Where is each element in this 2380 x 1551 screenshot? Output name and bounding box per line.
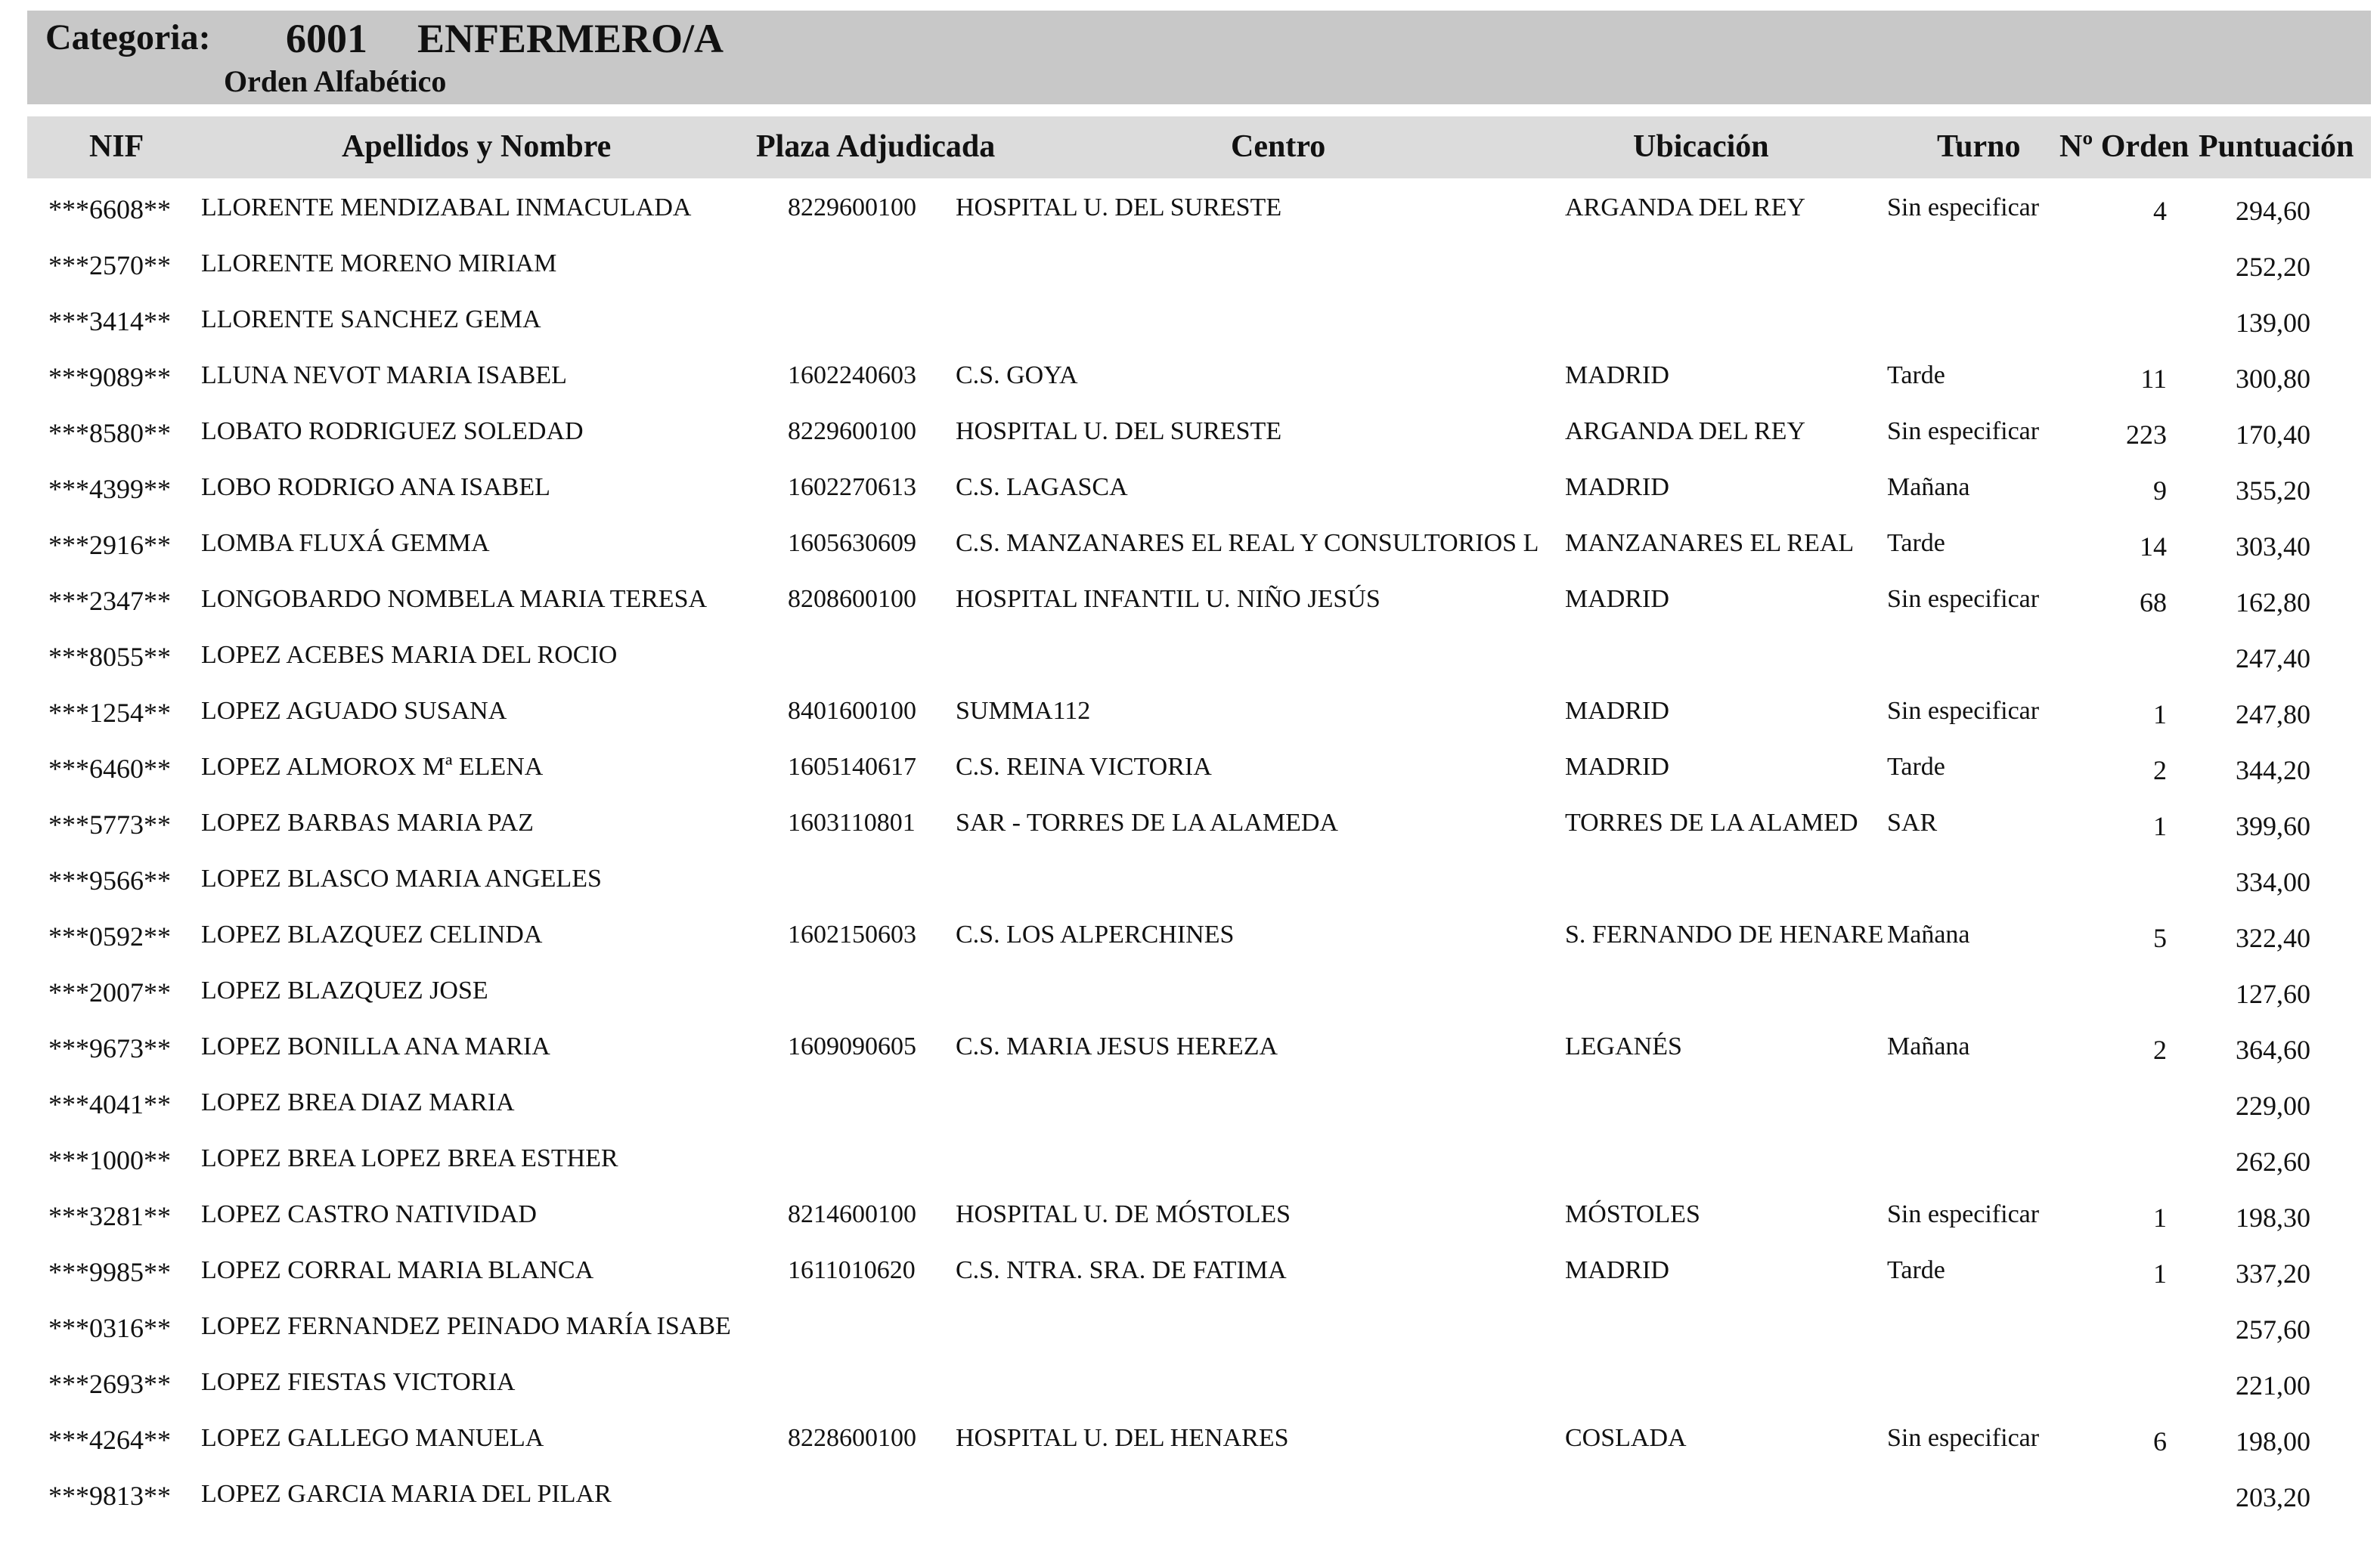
table-row: [0, 1081, 2380, 1137]
puntuacion-cell: 203,20: [2236, 1482, 2310, 1512]
puntuacion-cell: 139,00: [2236, 308, 2310, 338]
puntuacion-cell: 247,80: [2236, 699, 2310, 729]
centro-cell: C.S. REINA VICTORIA: [956, 753, 1212, 781]
plaza-cell: 1602240603: [788, 361, 916, 389]
nif-cell: ***9673**: [48, 1033, 171, 1063]
table-row: [0, 913, 2380, 969]
table-row: [0, 577, 2380, 633]
nif-cell: ***9813**: [48, 1481, 171, 1511]
name-cell: LOPEZ BLASCO MARIA ANGELES: [201, 865, 602, 893]
header-orden: Nº Orden: [2059, 129, 2189, 164]
name-cell: LOPEZ GALLEGO MANUELA: [201, 1424, 544, 1452]
plaza-cell: 1602150603: [788, 921, 916, 949]
table-row: [0, 1472, 2380, 1528]
name-cell: LOPEZ AGUADO SUSANA: [201, 697, 507, 725]
nif-cell: ***3414**: [48, 306, 171, 336]
puntuacion-cell: 262,60: [2236, 1147, 2310, 1177]
turno-cell: Tarde: [1887, 529, 1945, 557]
ubicacion-cell: MADRID: [1565, 753, 1669, 781]
name-cell: LOPEZ BARBAS MARIA PAZ: [201, 809, 534, 837]
puntuacion-cell: 294,60: [2236, 196, 2310, 226]
table-header: [27, 116, 2371, 178]
centro-cell: SAR - TORRES DE LA ALAMEDA: [956, 809, 1338, 837]
category-label: Categoria:: [45, 17, 211, 57]
orden-cell: 1: [2153, 1258, 2167, 1289]
centro-cell: C.S. GOYA: [956, 361, 1078, 389]
ubicacion-cell: ARGANDA DEL REY: [1565, 417, 1805, 445]
puntuacion-cell: 198,30: [2236, 1203, 2310, 1233]
name-cell: LOPEZ FERNANDEZ PEINADO MARÍA ISABE: [201, 1312, 731, 1340]
name-cell: LOBATO RODRIGUEZ SOLEDAD: [201, 417, 584, 445]
ubicacion-cell: MADRID: [1565, 473, 1669, 501]
nif-cell: ***2916**: [48, 530, 171, 560]
table-row: [0, 1193, 2380, 1249]
table-row: [0, 1249, 2380, 1305]
name-cell: LOPEZ FIESTAS VICTORIA: [201, 1368, 516, 1396]
nif-cell: ***9566**: [48, 865, 171, 896]
orden-cell: 68: [2140, 587, 2167, 618]
puntuacion-cell: 127,60: [2236, 979, 2310, 1009]
category-name: ENFERMERO/A: [417, 16, 724, 61]
table-row: [0, 410, 2380, 466]
orden-cell: 14: [2140, 531, 2167, 562]
centro-cell: HOSPITAL U. DE MÓSTOLES: [956, 1200, 1291, 1228]
plaza-cell: 8208600100: [788, 585, 916, 613]
turno-cell: Sin especificar: [1887, 417, 2040, 445]
puntuacion-cell: 198,00: [2236, 1426, 2310, 1457]
nif-cell: ***8055**: [48, 642, 171, 672]
puntuacion-cell: 170,40: [2236, 419, 2310, 450]
centro-cell: HOSPITAL U. DEL SURESTE: [956, 417, 1282, 445]
header-plaza: Plaza Adjudicada: [756, 129, 996, 164]
puntuacion-cell: 247,40: [2236, 643, 2310, 673]
plaza-cell: 8401600100: [788, 697, 916, 725]
nif-cell: ***1000**: [48, 1145, 171, 1175]
ubicacion-cell: MADRID: [1565, 361, 1669, 389]
nif-cell: ***5773**: [48, 810, 171, 840]
category-code: 6001: [286, 16, 367, 61]
plaza-cell: 1605630609: [788, 529, 916, 557]
table-row: [0, 354, 2380, 410]
orden-cell: 9: [2153, 475, 2167, 506]
name-cell: LOPEZ ACEBES MARIA DEL ROCIO: [201, 641, 618, 669]
centro-cell: HOSPITAL U. DEL HENARES: [956, 1424, 1289, 1452]
puntuacion-cell: 303,40: [2236, 531, 2310, 562]
ubicacion-cell: LEGANÉS: [1565, 1032, 1682, 1060]
centro-cell: HOSPITAL U. DEL SURESTE: [956, 193, 1282, 221]
turno-cell: Sin especificar: [1887, 697, 2040, 725]
table-row: [0, 1416, 2380, 1472]
centro-cell: C.S. LOS ALPERCHINES: [956, 921, 1235, 949]
name-cell: LOPEZ BREA LOPEZ BREA ESTHER: [201, 1144, 618, 1172]
centro-cell: HOSPITAL INFANTIL U. NIÑO JESÚS: [956, 585, 1381, 613]
table-row: [0, 1137, 2380, 1193]
header-ubicacion: Ubicación: [1633, 129, 1769, 164]
header-name: Apellidos y Nombre: [342, 129, 612, 164]
puntuacion-cell: 300,80: [2236, 364, 2310, 394]
ubicacion-cell: MANZANARES EL REAL: [1565, 529, 1855, 557]
plaza-cell: 1603110801: [788, 809, 916, 837]
name-cell: LLUNA NEVOT MARIA ISABEL: [201, 361, 567, 389]
orden-cell: 1: [2153, 699, 2167, 729]
name-cell: LOPEZ BLAZQUEZ JOSE: [201, 977, 488, 1005]
centro-cell: C.S. MARIA JESUS HEREZA: [956, 1032, 1278, 1060]
nif-cell: ***0316**: [48, 1313, 171, 1343]
ubicacion-cell: TORRES DE LA ALAMED: [1565, 809, 1858, 837]
centro-cell: C.S. NTRA. SRA. DE FATIMA: [956, 1256, 1287, 1284]
table-row: [0, 242, 2380, 298]
puntuacion-cell: 334,00: [2236, 867, 2310, 897]
turno-cell: Tarde: [1887, 1256, 1945, 1284]
table-row: [0, 969, 2380, 1025]
turno-cell: Sin especificar: [1887, 1200, 2040, 1228]
centro-cell: C.S. MANZANARES EL REAL Y CONSULTORIOS L: [956, 529, 1539, 557]
orden-cell: 223: [2126, 419, 2167, 450]
puntuacion-cell: 399,60: [2236, 811, 2310, 841]
header-puntuacion: Puntuación: [2199, 129, 2354, 164]
nif-cell: ***9089**: [48, 362, 171, 392]
turno-cell: Mañana: [1887, 1032, 1970, 1060]
plaza-cell: 1602270613: [788, 473, 916, 501]
nif-cell: ***4399**: [48, 474, 171, 504]
nif-cell: ***4264**: [48, 1425, 171, 1455]
nif-cell: ***2347**: [48, 586, 171, 616]
ubicacion-cell: MADRID: [1565, 1256, 1669, 1284]
nif-cell: ***0592**: [48, 921, 171, 952]
name-cell: LONGOBARDO NOMBELA MARIA TERESA: [201, 585, 708, 613]
name-cell: LOPEZ ALMOROX Mª ELENA: [201, 753, 544, 781]
table-row: [0, 298, 2380, 354]
nif-cell: ***4041**: [48, 1089, 171, 1119]
nif-cell: ***3281**: [48, 1201, 171, 1231]
plaza-cell: 1605140617: [788, 753, 916, 781]
table-row: [0, 745, 2380, 801]
orden-cell: 1: [2153, 1203, 2167, 1233]
orden-cell: 1: [2153, 811, 2167, 841]
table-row: [0, 1305, 2380, 1361]
nif-cell: ***2693**: [48, 1369, 171, 1399]
category-header: [27, 11, 2371, 104]
centro-cell: C.S. LAGASCA: [956, 473, 1128, 501]
puntuacion-cell: 221,00: [2236, 1370, 2310, 1401]
name-cell: LLORENTE SANCHEZ GEMA: [201, 305, 541, 333]
puntuacion-cell: 337,20: [2236, 1258, 2310, 1289]
name-cell: LOPEZ BLAZQUEZ CELINDA: [201, 921, 543, 949]
ubicacion-cell: ARGANDA DEL REY: [1565, 193, 1805, 221]
puntuacion-cell: 162,80: [2236, 587, 2310, 618]
nif-cell: ***6608**: [48, 194, 171, 224]
ubicacion-cell: MADRID: [1565, 585, 1669, 613]
table-row: [0, 857, 2380, 913]
table-row: [0, 689, 2380, 745]
plaza-cell: 8228600100: [788, 1424, 916, 1452]
puntuacion-cell: 229,00: [2236, 1091, 2310, 1121]
nif-cell: ***2007**: [48, 977, 171, 1008]
puntuacion-cell: 322,40: [2236, 923, 2310, 953]
puntuacion-cell: 252,20: [2236, 252, 2310, 282]
puntuacion-cell: 355,20: [2236, 475, 2310, 506]
table-row: [0, 522, 2380, 577]
name-cell: LOPEZ CASTRO NATIVIDAD: [201, 1200, 537, 1228]
name-cell: LOPEZ GARCIA MARIA DEL PILAR: [201, 1480, 612, 1508]
turno-cell: Tarde: [1887, 753, 1945, 781]
orden-cell: 2: [2153, 755, 2167, 785]
header-centro: Centro: [1231, 129, 1326, 164]
header-turno: Turno: [1937, 129, 2021, 164]
turno-cell: Mañana: [1887, 921, 1970, 949]
ubicacion-cell: MADRID: [1565, 697, 1669, 725]
plaza-cell: 1609090605: [788, 1032, 916, 1060]
name-cell: LOMBA FLUXÁ GEMMA: [201, 529, 490, 557]
ubicacion-cell: S. FERNANDO DE HENARE: [1565, 921, 1884, 949]
name-cell: LOPEZ CORRAL MARIA BLANCA: [201, 1256, 594, 1284]
header-nif: NIF: [89, 129, 144, 164]
name-cell: LOBO RODRIGO ANA ISABEL: [201, 473, 550, 501]
turno-cell: Sin especificar: [1887, 1424, 2040, 1452]
turno-cell: Tarde: [1887, 361, 1945, 389]
orden-cell: 6: [2153, 1426, 2167, 1457]
puntuacion-cell: 257,60: [2236, 1314, 2310, 1345]
name-cell: LLORENTE MORENO MIRIAM: [201, 249, 557, 277]
name-cell: LOPEZ BONILLA ANA MARIA: [201, 1032, 550, 1060]
centro-cell: SUMMA112: [956, 697, 1091, 725]
ubicacion-cell: COSLADA: [1565, 1424, 1687, 1452]
turno-cell: Sin especificar: [1887, 585, 2040, 613]
puntuacion-cell: 344,20: [2236, 755, 2310, 785]
table-row: [0, 1361, 2380, 1416]
turno-cell: SAR: [1887, 809, 1938, 837]
plaza-cell: 1611010620: [788, 1256, 916, 1284]
table-row: [0, 801, 2380, 857]
orden-cell: 11: [2140, 364, 2167, 394]
nif-cell: ***2570**: [48, 250, 171, 280]
ubicacion-cell: MÓSTOLES: [1565, 1200, 1700, 1228]
plaza-cell: 8229600100: [788, 417, 916, 445]
nif-cell: ***8580**: [48, 418, 171, 448]
nif-cell: ***9985**: [48, 1257, 171, 1287]
name-cell: LLORENTE MENDIZABAL INMACULADA: [201, 193, 692, 221]
table-row: [0, 186, 2380, 242]
name-cell: LOPEZ BREA DIAZ MARIA: [201, 1088, 515, 1116]
puntuacion-cell: 364,60: [2236, 1035, 2310, 1065]
orden-cell: 4: [2153, 196, 2167, 226]
plaza-cell: 8229600100: [788, 193, 916, 221]
nif-cell: ***6460**: [48, 754, 171, 784]
table-row: [0, 1025, 2380, 1081]
nif-cell: ***1254**: [48, 698, 171, 728]
table-row: [0, 633, 2380, 689]
plaza-cell: 8214600100: [788, 1200, 916, 1228]
orden-cell: 5: [2153, 923, 2167, 953]
orden-cell: 2: [2153, 1035, 2167, 1065]
turno-cell: Mañana: [1887, 473, 1970, 501]
sort-order-label: Orden Alfabético: [224, 64, 447, 98]
turno-cell: Sin especificar: [1887, 193, 2040, 221]
table-row: [0, 466, 2380, 522]
results-table: [0, 186, 2380, 1528]
